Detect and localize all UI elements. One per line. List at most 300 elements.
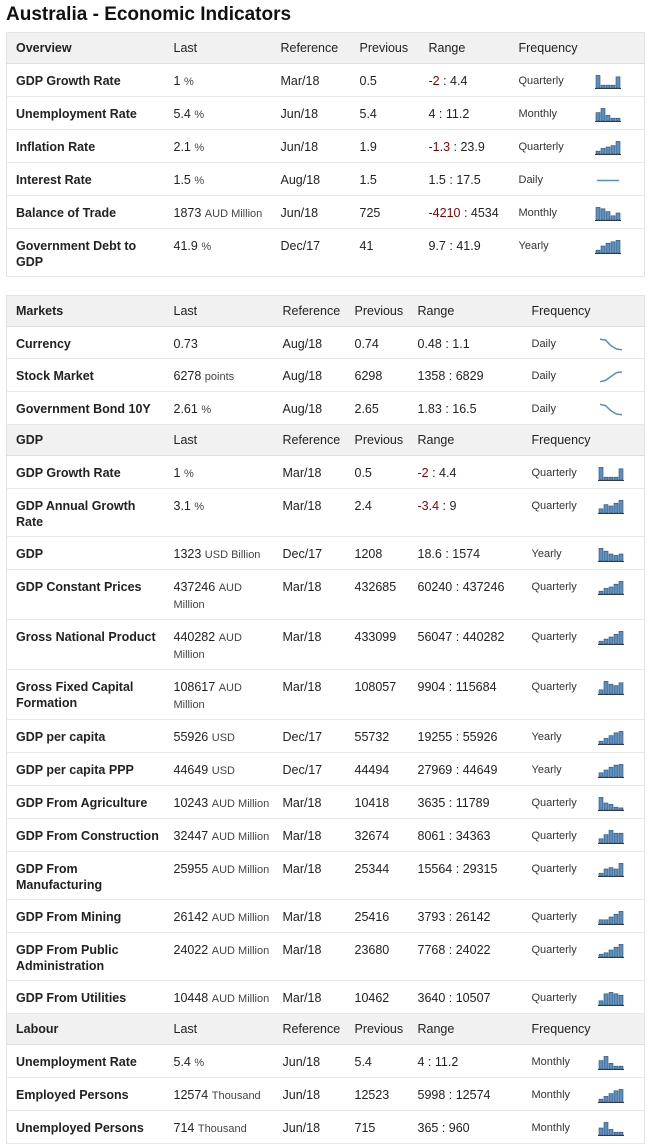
previous-value: 5.4	[351, 97, 420, 130]
range-cell: 0.48 : 1.1	[409, 327, 523, 359]
sparkline-bar-icon[interactable]	[595, 205, 621, 221]
sparkline-line-icon[interactable]	[598, 336, 624, 352]
sparkline-bar	[596, 151, 600, 154]
sparkline-bar	[599, 873, 603, 876]
sparkline-cell	[598, 392, 645, 425]
range-low: 60240	[417, 580, 453, 594]
table-row	[7, 327, 645, 359]
last-value: 437246	[173, 580, 216, 594]
sparkline-line-icon[interactable]	[595, 172, 621, 188]
indicator-name-link[interactable]: GDP Annual Growth Rate	[7, 489, 165, 537]
range-low: -3.4	[417, 499, 440, 513]
sparkline-cell	[598, 720, 645, 753]
sparkline-bar	[604, 681, 608, 694]
sparkline-bar	[604, 1096, 608, 1102]
indicator-name-link[interactable]: Employed Persons	[7, 1078, 165, 1111]
sparkline-bar-icon[interactable]	[598, 679, 624, 695]
sparkline-bar	[616, 141, 620, 154]
column-header-range: Range	[409, 425, 523, 456]
last-value: 1	[173, 466, 181, 480]
sparkline-bar-icon[interactable]	[598, 729, 624, 745]
sparkline-bar	[609, 1063, 613, 1069]
unit-label: Thousand	[211, 1090, 261, 1102]
sparkline-bar	[601, 85, 605, 88]
sparkline-cell	[598, 620, 645, 670]
sparkline-line-icon[interactable]	[598, 401, 624, 417]
unit-label: USD	[211, 765, 235, 777]
sparkline-bar	[604, 869, 608, 876]
column-header-reference: Reference	[274, 425, 346, 456]
reference-date: Jun/18	[272, 130, 351, 163]
last-value: 2.61	[173, 402, 198, 416]
sparkline-bar	[619, 764, 623, 777]
previous-value: 44494	[346, 753, 409, 786]
range-low: 1.5	[428, 173, 446, 187]
sparkline-bar	[609, 950, 613, 957]
last-value: 440282	[173, 630, 216, 644]
indicator-name-link[interactable]: Stock Market	[7, 359, 165, 392]
range-high: 9	[449, 499, 457, 513]
indicator-name-link[interactable]: GDP per capita PPP	[7, 753, 165, 786]
sparkline-bar	[601, 148, 605, 154]
reference-date: Mar/18	[274, 489, 346, 537]
frequency: Monthly	[510, 196, 595, 229]
last-value: 41.9	[173, 239, 198, 253]
last-value-cell	[165, 163, 272, 196]
indicator-name-link[interactable]: GDP From Construction	[7, 819, 165, 852]
last-value: 25955	[173, 862, 209, 876]
table-row	[7, 1111, 645, 1144]
frequency: Monthly	[523, 1078, 598, 1111]
sparkline-cell	[598, 489, 645, 537]
indicator-name-link[interactable]: GDP From Mining	[7, 900, 165, 933]
range-low: 365	[417, 1121, 439, 1135]
last-value-cell	[165, 392, 274, 425]
column-header-range: Range	[409, 296, 523, 327]
range-low: 15564	[417, 862, 453, 876]
sparkline-bar	[609, 587, 613, 594]
reference-date: Jun/18	[272, 97, 351, 130]
sparkline-bar	[609, 767, 613, 777]
indicator-name-link[interactable]: GDP From Utilities	[7, 981, 165, 1014]
range-cell: 1.5 : 17.5	[420, 163, 510, 196]
sparkline-bar	[611, 85, 615, 88]
sparkline-bar	[599, 1099, 603, 1102]
sparkline-bar	[614, 947, 618, 957]
column-header-last: Last	[165, 33, 272, 64]
column-header-frequency: Frequency	[523, 1014, 598, 1045]
previous-value: 25416	[346, 900, 409, 933]
range-cell: 19255 : 55926	[409, 720, 523, 753]
frequency: Quarterly	[510, 130, 595, 163]
range-cell: 15564 : 29315	[409, 852, 523, 900]
sparkline-cell	[598, 786, 645, 819]
sparkline-bar	[599, 741, 603, 744]
range-low: 3793	[417, 910, 446, 924]
sparkline-bar-icon[interactable]	[598, 579, 624, 595]
frequency: Yearly	[523, 537, 598, 570]
sparkline-bar	[599, 467, 603, 480]
indicator-name-link[interactable]: Unemployment Rate	[7, 97, 165, 130]
range-cell: 8061 : 34363	[409, 819, 523, 852]
last-value-cell	[165, 327, 274, 359]
sparkline-bar	[614, 477, 618, 480]
indicator-name-link[interactable]: Unemployment Rate	[7, 1045, 165, 1078]
indicator-name-link[interactable]: Currency	[7, 327, 165, 359]
sparkline-cell	[598, 327, 645, 359]
sparkline-bar-icon[interactable]	[595, 73, 621, 89]
reference-date: Mar/18	[274, 933, 346, 981]
sparkline-bar	[604, 953, 608, 957]
range-high: 41.9	[456, 239, 481, 253]
sparkline-bar-icon[interactable]	[598, 1054, 624, 1070]
range-cell: 9904 : 115684	[409, 670, 523, 720]
section-header-gdp	[7, 425, 645, 456]
frequency: Yearly	[523, 753, 598, 786]
sparkline-bar	[606, 147, 610, 154]
sparkline-cell	[598, 933, 645, 981]
frequency: Yearly	[523, 720, 598, 753]
unit-label: AUD Million	[211, 993, 270, 1005]
column-header-previous: Previous	[346, 296, 409, 327]
range-cell: -3.4 : 9	[409, 489, 523, 537]
range-high: 12574	[455, 1088, 491, 1102]
sparkline-bar	[604, 1122, 608, 1135]
sparkline-bar	[614, 807, 618, 810]
sparkline-cell	[598, 1045, 645, 1078]
last-value: 5.4	[173, 107, 191, 121]
reference-date: Mar/18	[274, 456, 346, 489]
reference-date: Dec/17	[274, 753, 346, 786]
sparkline-bar-icon[interactable]	[598, 795, 624, 811]
last-value: 32447	[173, 829, 209, 843]
range-high: 437246	[462, 580, 505, 594]
sparkline-bar	[619, 1066, 623, 1069]
range-high: 1.1	[452, 337, 470, 351]
unit-label: USD Billion	[204, 549, 261, 561]
sparkline-cell	[598, 819, 645, 852]
unit-label: %	[194, 501, 205, 513]
indicator-name-link[interactable]: Unemployed Persons	[7, 1111, 165, 1144]
section-title[interactable]: Overview	[7, 33, 165, 64]
sparkline-bar	[599, 954, 603, 957]
range-low: -2	[417, 466, 429, 480]
sparkline-bar-icon[interactable]	[598, 1120, 624, 1136]
reference-date: Jun/18	[272, 196, 351, 229]
last-value: 1873	[173, 206, 202, 220]
reference-date: Dec/17	[272, 229, 351, 277]
sparkline-bar	[614, 1091, 618, 1102]
range-low: 56047	[417, 630, 453, 644]
frequency: Quarterly	[523, 900, 598, 933]
sparkline-bar	[614, 869, 618, 876]
range-cell: 5998 : 12574	[409, 1078, 523, 1111]
sparkline-bar-icon[interactable]	[598, 828, 624, 844]
range-low: 19255	[417, 730, 453, 744]
indicator-name-link[interactable]: GDP Growth Rate	[7, 456, 165, 489]
sparkline-bar-icon[interactable]	[595, 139, 621, 155]
column-header-previous: Previous	[346, 1014, 409, 1045]
sparkline-bar-icon[interactable]	[598, 465, 624, 481]
sparkline-bar	[609, 637, 613, 644]
table-row	[7, 392, 645, 425]
sparkline-bar	[599, 1061, 603, 1069]
indicator-name-link[interactable]: GDP per capita	[7, 720, 165, 753]
range-low: -4210	[428, 206, 461, 220]
sparkline-bar	[599, 1128, 603, 1135]
previous-value: 10418	[346, 786, 409, 819]
sparkline-bar	[619, 1089, 623, 1102]
sparkline-bar	[611, 118, 615, 121]
range-cell: 7768 : 24022	[409, 933, 523, 981]
indicator-name-link[interactable]: Balance of Trade	[7, 196, 165, 229]
indicator-name-link[interactable]: Inflation Rate	[7, 130, 165, 163]
range-cell: 3793 : 26142	[409, 900, 523, 933]
frequency: Yearly	[510, 229, 595, 277]
frequency: Monthly	[523, 1111, 598, 1144]
column-header-reference: Reference	[274, 296, 346, 327]
page-title: Australia - Economic Indicators	[6, 4, 292, 25]
last-value-cell	[165, 1111, 274, 1144]
sparkline-bar-icon[interactable]	[595, 238, 621, 254]
sparkline-bar	[606, 243, 610, 253]
sparkline-bar	[604, 1056, 608, 1069]
sparkline-bar	[619, 631, 623, 644]
indicator-name-link[interactable]: GDP From Manufacturing	[7, 852, 165, 900]
unit-label: AUD Million	[211, 912, 270, 924]
sparkline-bar	[604, 588, 608, 594]
sparkline-bar	[604, 477, 608, 480]
unit-label: %	[194, 175, 205, 187]
previous-value: 108057	[346, 670, 409, 720]
frequency: Quarterly	[523, 933, 598, 981]
column-header-frequency: Frequency	[523, 425, 598, 456]
column-header-previous: Previous	[346, 425, 409, 456]
sparkline-bar	[609, 830, 613, 843]
last-value-cell	[165, 456, 274, 489]
sparkline-bar	[599, 548, 603, 561]
reference-date: Dec/17	[274, 537, 346, 570]
sparkline-bar	[614, 584, 618, 594]
unit-label: %	[201, 404, 212, 416]
indicator-name-link[interactable]: GDP Growth Rate	[7, 64, 165, 97]
range-low: -1.3	[428, 140, 451, 154]
sparkline-cell	[598, 537, 645, 570]
last-value-cell	[165, 570, 274, 620]
previous-value: 32674	[346, 819, 409, 852]
column-header-last: Last	[165, 425, 274, 456]
sparkline-bar-icon[interactable]	[598, 629, 624, 645]
range-high: 1574	[452, 547, 481, 561]
sparkline-bar-icon[interactable]	[598, 942, 624, 958]
last-value: 2.1	[173, 140, 191, 154]
table-row	[7, 753, 645, 786]
column-header-frequency: Frequency	[523, 296, 598, 327]
previous-value: 0.5	[346, 456, 409, 489]
column-header-last: Last	[165, 1014, 274, 1045]
frequency: Quarterly	[523, 620, 598, 670]
sparkline-bar-icon[interactable]	[598, 990, 624, 1006]
sparkline-bar-icon[interactable]	[598, 861, 624, 877]
last-value-cell	[165, 852, 274, 900]
sparkline-bar	[596, 207, 600, 220]
table-row	[7, 570, 645, 620]
range-cell: 1.83 : 16.5	[409, 392, 523, 425]
last-value: 5.4	[173, 1055, 191, 1069]
unit-label: AUD Million	[173, 682, 242, 711]
last-value-cell	[165, 1045, 274, 1078]
unit-label: Thousand	[197, 1123, 247, 1135]
range-low: 4	[417, 1055, 425, 1069]
sparkline-bar	[596, 75, 600, 88]
last-value: 1.5	[173, 173, 191, 187]
range-high: 11.2	[445, 107, 470, 121]
sparkline-cell	[595, 130, 645, 163]
sparkline-bar	[614, 733, 618, 744]
previous-value: 41	[351, 229, 420, 277]
range-cell: 9.7 : 41.9	[420, 229, 510, 277]
sparkline-bar-icon[interactable]	[598, 498, 624, 514]
indicator-name-link[interactable]: Gross Fixed Capital Formation	[7, 670, 165, 720]
sparkline-bar	[599, 591, 603, 594]
range-high: 6829	[455, 369, 484, 383]
sparkline-bar	[599, 920, 603, 924]
sparkline-bar	[599, 1001, 603, 1005]
section-header-markets	[7, 296, 645, 327]
range-low: 5998	[417, 1088, 446, 1102]
reference-date: Mar/18	[274, 900, 346, 933]
range-high: 10507	[455, 991, 491, 1005]
previous-value: 1.5	[351, 163, 420, 196]
unit-label: AUD Million	[211, 798, 270, 810]
previous-value: 10462	[346, 981, 409, 1014]
indicator-name-link[interactable]: GDP Constant Prices	[7, 570, 165, 620]
indicator-name-link[interactable]: GDP	[7, 537, 165, 570]
last-value: 10448	[173, 991, 209, 1005]
reference-date: Mar/18	[274, 620, 346, 670]
table-row	[7, 229, 645, 277]
sparkline-bar	[619, 833, 623, 843]
range-low: 18.6	[417, 547, 442, 561]
indicator-name-link[interactable]: GDP From Agriculture	[7, 786, 165, 819]
last-value-cell	[165, 900, 274, 933]
previous-value: 715	[346, 1111, 409, 1144]
table-row	[7, 900, 645, 933]
indicator-name-link[interactable]: GDP From Public Administration	[7, 933, 165, 981]
range-low: 9904	[417, 680, 446, 694]
sparkline-bar	[604, 803, 608, 810]
range-low: 27969	[417, 763, 453, 777]
last-value: 10243	[173, 796, 209, 810]
reference-date: Aug/18	[274, 359, 346, 392]
table-row	[7, 720, 645, 753]
sparkline-bar	[609, 736, 613, 744]
column-header-chart	[598, 425, 645, 456]
sparkline-bar-icon[interactable]	[595, 106, 621, 122]
section-title[interactable]: Labour	[7, 1014, 165, 1045]
previous-value: 2.65	[346, 392, 409, 425]
range-cell: 3635 : 11789	[409, 786, 523, 819]
sparkline-bar	[599, 641, 603, 644]
range-cell: 4 : 11.2	[420, 97, 510, 130]
sparkline-bar-icon[interactable]	[598, 762, 624, 778]
range-high: 16.5	[452, 402, 477, 416]
table-row	[7, 163, 645, 196]
range-low: 3640	[417, 991, 446, 1005]
column-header-range: Range	[409, 1014, 523, 1045]
range-cell: -4210 : 4534	[420, 196, 510, 229]
range-high: 17.5	[456, 173, 481, 187]
previous-value: 23680	[346, 933, 409, 981]
sparkline-bar	[609, 554, 613, 561]
indicator-name-link[interactable]: Gross National Product	[7, 620, 165, 670]
sparkline-bar	[609, 992, 613, 1005]
range-low: -2	[428, 74, 440, 88]
range-cell: -1.3 : 23.9	[420, 130, 510, 163]
sparkline-bar	[601, 108, 605, 121]
sparkline-cell	[598, 456, 645, 489]
sparkline-bar	[619, 581, 623, 594]
indicators-table	[6, 295, 645, 1144]
column-header-chart	[595, 33, 645, 64]
column-header-previous: Previous	[351, 33, 420, 64]
sparkline-bar	[614, 686, 618, 694]
range-cell: 1358 : 6829	[409, 359, 523, 392]
sparkline-bar-icon[interactable]	[598, 1087, 624, 1103]
table-row	[7, 670, 645, 720]
unit-label: AUD Million	[211, 945, 270, 957]
sparkline-bar	[614, 503, 618, 513]
sparkline-bar	[614, 1132, 618, 1135]
indicator-name-link[interactable]: Government Bond 10Y	[7, 392, 165, 425]
sparkline-bar	[606, 212, 610, 220]
section-title[interactable]: GDP	[7, 425, 165, 456]
frequency: Daily	[523, 392, 598, 425]
sparkline-bar	[604, 835, 608, 843]
sparkline-line-icon[interactable]	[598, 368, 624, 384]
sparkline-cell	[598, 852, 645, 900]
range-low: 4	[428, 107, 436, 121]
column-header-chart	[598, 296, 645, 327]
table-row	[7, 933, 645, 981]
section-title[interactable]: Markets	[7, 296, 165, 327]
sparkline-bar	[599, 509, 603, 513]
range-high: 115684	[455, 680, 497, 694]
last-value-cell	[165, 720, 274, 753]
sparkline-bar	[604, 770, 608, 777]
last-value-cell	[165, 620, 274, 670]
sparkline-bar-icon[interactable]	[598, 909, 624, 925]
table-row	[7, 64, 645, 97]
table-row	[7, 620, 645, 670]
unit-label: AUD Million	[173, 582, 242, 611]
previous-value: 1208	[346, 537, 409, 570]
range-low: 1358	[417, 369, 446, 383]
sparkline-bar	[614, 634, 618, 644]
sparkline-bar	[619, 944, 623, 957]
range-high: 4.4	[439, 466, 457, 480]
sparkline-bar-icon[interactable]	[598, 546, 624, 562]
indicator-name-link[interactable]: Interest Rate	[7, 163, 165, 196]
last-value: 714	[173, 1121, 195, 1135]
table-row	[7, 130, 645, 163]
reference-date: Aug/18	[274, 392, 346, 425]
previous-value: 432685	[346, 570, 409, 620]
range-cell: -2 : 4.4	[409, 456, 523, 489]
sparkline-line	[600, 372, 622, 382]
indicator-name-link[interactable]: Government Debt to GDP	[7, 229, 165, 277]
last-value: 3.1	[173, 499, 191, 513]
